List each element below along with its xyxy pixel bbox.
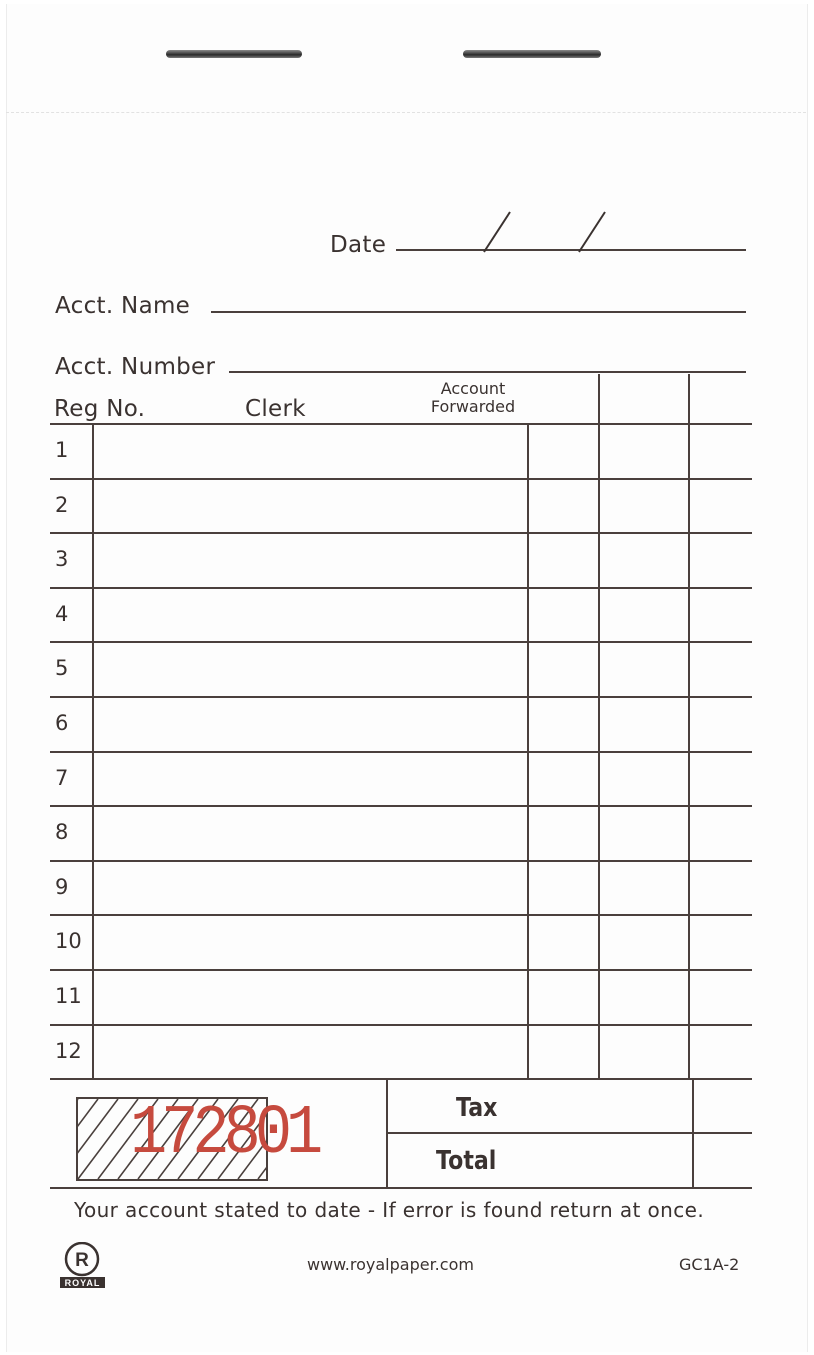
line-item-entry[interactable] (96, 917, 524, 965)
row-number: 9 (55, 875, 69, 899)
line-item-entry[interactable] (96, 1027, 524, 1075)
row-divider (50, 914, 752, 916)
total-amount-field[interactable] (694, 1134, 750, 1186)
svg-text:ROYAL: ROYAL (64, 1278, 101, 1288)
line-item-entry[interactable] (96, 754, 524, 802)
date-slashes (470, 208, 610, 256)
row-number: 8 (55, 820, 69, 844)
row-number: 5 (55, 656, 69, 680)
header-divider (688, 374, 690, 424)
row-number: 2 (55, 493, 69, 517)
svg-text:R: R (75, 1250, 89, 1271)
royal-logo (58, 1242, 108, 1290)
row-divider (50, 641, 752, 643)
row-number: 12 (55, 1039, 82, 1063)
acct-name-label: Acct. Name (55, 293, 191, 319)
grid-top-line (50, 423, 752, 425)
line-item-entry[interactable] (96, 590, 524, 638)
totals-bottom-line (50, 1187, 752, 1189)
form-code: GC1A-2 (679, 1255, 740, 1274)
line-items-grid (50, 423, 752, 1079)
line-item-entry[interactable] (96, 481, 524, 529)
row-divider (50, 860, 752, 862)
row-number: 4 (55, 602, 69, 626)
line-item-entry[interactable] (96, 699, 524, 747)
acct-number-label: Acct. Number (55, 354, 216, 380)
row-number: 6 (55, 711, 69, 735)
website-url: www.royalpaper.com (307, 1255, 474, 1274)
row-divider (50, 478, 752, 480)
line-item-entry[interactable] (96, 535, 524, 583)
row-divider (50, 751, 752, 753)
perforation-line (6, 112, 806, 113)
date-label: Date (330, 232, 387, 258)
tax-amount-field[interactable] (694, 1080, 750, 1130)
row-divider (50, 532, 752, 534)
row-divider (50, 969, 752, 971)
clerk-header: Clerk (245, 396, 306, 422)
acct-name-field-line[interactable] (211, 311, 746, 313)
total-label: Total (436, 1146, 497, 1176)
serial-number: 172801 (130, 1094, 318, 1174)
row-number: 3 (55, 547, 69, 571)
grid-bottom-line (50, 1078, 752, 1080)
reg-no-header: Reg No. (54, 396, 146, 422)
row-number: 1 (55, 438, 69, 462)
staple-right (463, 50, 601, 58)
header-divider (598, 374, 600, 424)
line-item-entry[interactable] (96, 644, 524, 692)
row-number: 7 (55, 766, 69, 790)
row-divider (50, 805, 752, 807)
line-item-entry[interactable] (96, 426, 524, 474)
row-number: 10 (55, 929, 82, 953)
account-forwarded-header: Account Forwarded (430, 379, 516, 416)
row-divider (50, 1024, 752, 1026)
account-notice: Your account stated to date - If error is found return at once. (74, 1198, 705, 1222)
line-item-entry[interactable] (96, 972, 524, 1020)
acct-number-field-line[interactable] (229, 371, 746, 373)
row-number: 11 (55, 984, 82, 1008)
row-divider (50, 696, 752, 698)
tax-label: Tax (456, 1093, 498, 1123)
line-item-entry[interactable] (96, 863, 524, 911)
row-divider (50, 587, 752, 589)
staple-left (166, 50, 302, 58)
line-item-entry[interactable] (96, 808, 524, 856)
